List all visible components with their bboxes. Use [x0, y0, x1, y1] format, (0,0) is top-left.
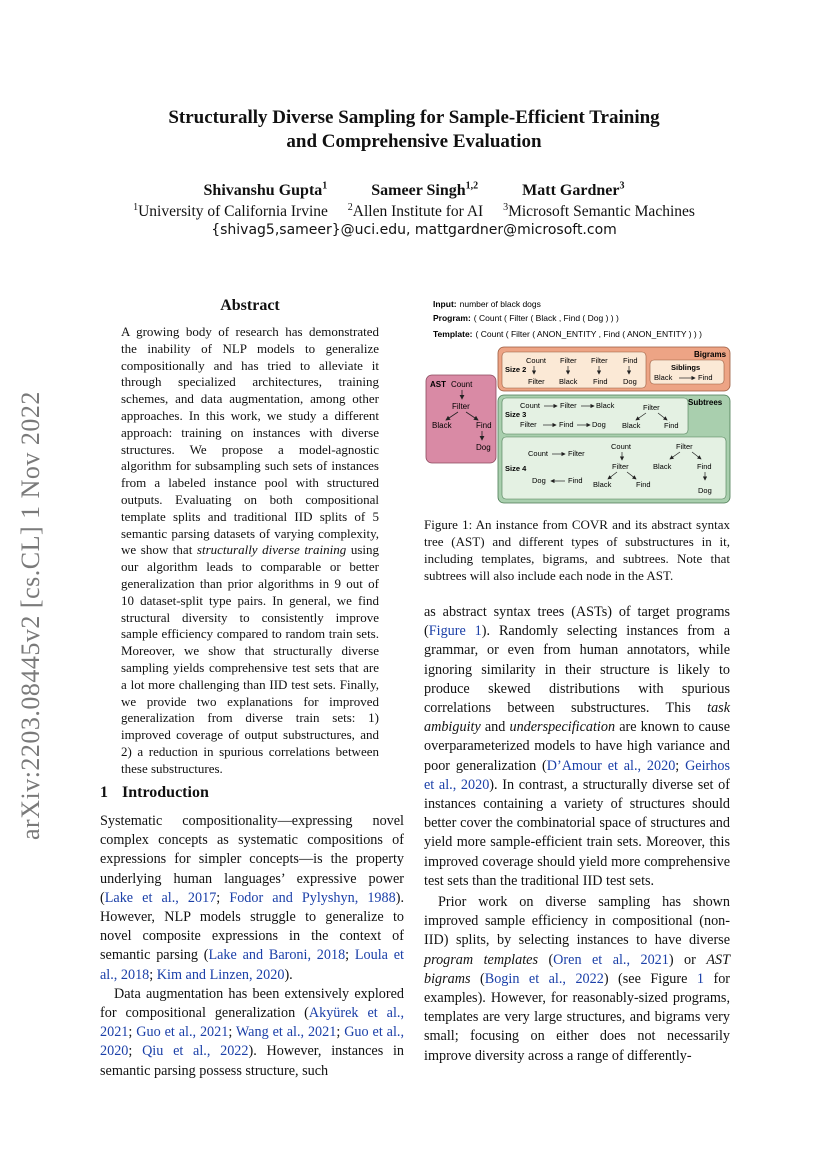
- section-title: Introduction: [122, 784, 209, 801]
- text-run: ;: [216, 889, 230, 906]
- citation-link[interactable]: Akyürek et al., 2021: [100, 1005, 404, 1041]
- affiliation-name: University of California Irvine: [138, 203, 328, 221]
- title-line-2: and Comprehensive Evaluation: [286, 131, 542, 152]
- subtree-node: Filter: [520, 420, 537, 429]
- abstract-part: using our algorithm leads to comparable or better generalization than prior algorithms in 9 out of 10 dataset-split type pairs. In general, we find structural diversity to consistently improve sample efficiency compared to random train sets. Moreover, we show that structurally diverse sampling yields comprehensive test sets that are a lot more challenging than IID test sets. Finally, we provide two explanations for improved generalization from diverse train sets: 1) improved coverage of output substructures, and 2) a reduction in spurious correlations between these substructures.: [121, 542, 379, 776]
- subtree-node: Find: [664, 421, 679, 430]
- size2-label: Size 2: [505, 365, 527, 374]
- text-run: ;: [128, 1024, 137, 1041]
- text-run: ;: [128, 1043, 143, 1060]
- subtree-node: Filter: [560, 401, 577, 410]
- text-run: Systematic compositionality—expressing novel complex concepts as systematic compositions of expressions for simpler concepts—is the property underlying human languages’ expressive power (: [100, 813, 404, 906]
- citation-link[interactable]: Geirhos et al., 2020: [424, 757, 730, 793]
- text-run: ) (see Figure: [603, 970, 697, 987]
- text-run: ). However, instances in semantic parsing possess structure, such: [100, 1043, 404, 1079]
- paragraph: [100, 812, 404, 985]
- size4-label: Size 4: [505, 464, 527, 473]
- citation-link[interactable]: Guo et al., 2021: [136, 1024, 229, 1041]
- author-name: Shivanshu Gupta: [203, 182, 323, 200]
- text-run: ). Randomly selecting instances from a grammar, or even from human annotators, while ignoring similarity in their structure is likely to produce skewed distributions with spurious correlations between substructures. This: [424, 623, 730, 717]
- paragraph: [100, 985, 404, 1081]
- subtree-node: Count: [520, 401, 541, 410]
- arxiv-identifier: arXiv:2203.08445v2 [cs.CL] 1 Nov 2022: [16, 391, 45, 840]
- ast-node-filter: Filter: [452, 402, 470, 411]
- figure-input-label: Input:: [433, 299, 457, 309]
- text-run: ). In contrast, a structurally diverse set of instances containing a variety of structures should better cover the combinatorial space of structures and yield more sample-efficient train sets. Moreover, this improved coverage should yield more comprehensive test sets than the traditional IID test sets.: [424, 776, 730, 889]
- affiliation-name: Allen Institute for AI: [352, 203, 484, 221]
- subtrees-label: Subtrees: [688, 398, 723, 407]
- author-emails: {shivag5,sameer}@uci.edu, mattgardner@microsoft.com: [211, 222, 617, 238]
- citation-link[interactable]: Lake and Baroni, 2018: [208, 947, 346, 964]
- bigram-node: Filter: [528, 377, 545, 386]
- subtree-node: Filter: [643, 403, 660, 412]
- abstract-text: [121, 324, 379, 778]
- ast-node-dog: Dog: [476, 443, 491, 452]
- abstract-emphasis: structurally diverse training: [196, 542, 347, 558]
- right-column-text: [424, 603, 730, 1066]
- text-run: Data augmentation has been extensively explored for compositional generalization (: [100, 985, 404, 1022]
- citation-link[interactable]: Bogin et al., 2022: [484, 970, 604, 987]
- ast-node-find: Find: [476, 421, 492, 430]
- author: [522, 182, 624, 199]
- bigram-node: Filter: [591, 356, 608, 365]
- siblings-label: Siblings: [671, 363, 701, 372]
- subtree-node: Black: [596, 401, 615, 410]
- subtree-node: Black: [622, 421, 641, 430]
- abstract-part: A growing body of research has demonstrated the inability of NLP models to generalize compositionally and has tried to alleviate it through specialized architectures, training schemes, and data augmentation, among other approaches. In this work, we study a different approach: training on instances with diverse structures. We propose a model-agnostic algorithm for subsampling such sets of instances from a labeled instance pool with structured outputs. Evaluating on both compositional template splits and traditional IID splits of 5 semantic parsing datasets of varying complexity, we show that: [121, 324, 379, 558]
- affiliation-sup: 3: [503, 202, 509, 213]
- figure-program-text: ( Count ( Filter ( Black , Find ( Dog ) ) ): [473, 313, 619, 323]
- ast-label: AST: [430, 380, 446, 389]
- citation-link[interactable]: Loula et al., 2018: [100, 947, 404, 983]
- author: [204, 182, 328, 199]
- subtree-node: Find: [636, 480, 651, 489]
- affiliation: [348, 203, 483, 220]
- author-sup: 1,2: [465, 181, 479, 192]
- subtree-node: Count: [611, 442, 632, 451]
- citation-link[interactable]: Qiu et al., 2022: [142, 1043, 249, 1060]
- figure-input-text: number of black dogs: [459, 299, 541, 309]
- author-sup: 1: [322, 181, 328, 192]
- paragraph: [424, 603, 730, 891]
- citation-link[interactable]: D’Amour et al., 2020: [546, 757, 676, 774]
- text-run: ) or: [668, 951, 707, 968]
- text-run: are known to cause overparameterized models to have high variance and poor generalization (: [424, 719, 730, 774]
- author: [371, 182, 478, 199]
- text-run: as abstract syntax trees (ASTs) of target programs (: [424, 604, 730, 640]
- author-list: [100, 181, 728, 200]
- figure-reference-link[interactable]: Figure 1: [428, 623, 482, 640]
- text-run: (: [537, 951, 554, 968]
- figure-program-line: [433, 313, 619, 323]
- text-run: ;: [336, 1024, 345, 1041]
- text-run: ;: [149, 966, 157, 983]
- ast-node-count: Count: [451, 380, 473, 389]
- affiliation-name: Microsoft Semantic Machines: [508, 203, 695, 221]
- subtree-node: Filter: [612, 462, 629, 471]
- introduction-text: [100, 812, 404, 1081]
- subtree-node: Find: [559, 420, 574, 429]
- text-run: ;: [675, 757, 686, 774]
- affiliation-sup: 2: [347, 202, 353, 213]
- affiliation: [133, 203, 328, 220]
- size3-label: Size 3: [505, 410, 527, 419]
- sibling-node: Black: [654, 373, 673, 382]
- text-run: and: [480, 719, 510, 736]
- figure-reference-link[interactable]: 1: [696, 970, 704, 987]
- subtree-node: Black: [593, 480, 612, 489]
- subtree-node: Filter: [676, 442, 693, 451]
- affiliation-sup: 1: [133, 202, 139, 213]
- bigram-node: Filter: [560, 356, 577, 365]
- section-number: 1: [100, 784, 108, 801]
- figure-template-text: ( Count ( Filter ( ANON_ENTITY , Find ( ANON_ENTITY ) ) ): [475, 329, 702, 339]
- affiliation: [503, 203, 695, 220]
- citation-link[interactable]: Oren et al., 2021: [553, 951, 669, 968]
- text-run: ). However, NLP models struggle to generalize to novel composite expressions in the context of semantic parsing (: [100, 889, 404, 964]
- citation-link[interactable]: Fodor and Pylyshyn, 1988: [229, 889, 396, 906]
- emphasis: program templates: [424, 951, 538, 968]
- bigram-node: Black: [559, 377, 578, 386]
- bigram-node: Count: [526, 356, 547, 365]
- subtree-node: Count: [528, 449, 549, 458]
- figure-input-line: [433, 299, 541, 309]
- section-heading-introduction: [100, 784, 209, 802]
- subtree-node: Dog: [532, 476, 546, 485]
- title-line-1: Structurally Diverse Sampling for Sample-Efficient Training: [168, 107, 660, 128]
- bigrams-label: Bigrams: [694, 350, 727, 359]
- paper-title: [100, 106, 728, 154]
- text-run: ).: [284, 966, 293, 983]
- author-name: Matt Gardner: [522, 182, 620, 200]
- bigram-node: Dog: [623, 377, 637, 386]
- figure-template-line: [433, 329, 702, 339]
- subtree-node: Filter: [568, 449, 585, 458]
- sibling-node: Find: [698, 373, 713, 382]
- text-run: Prior work on diverse sampling has shown improved sample efficiency in compositional (non-IID) splits, by selecting instances to have diverse: [424, 894, 730, 949]
- emphasis: underspecification: [509, 719, 616, 736]
- affiliation-list: [80, 202, 748, 221]
- subtree-node: Dog: [698, 486, 712, 495]
- bigram-node: Find: [593, 377, 608, 386]
- emphasis: task ambiguity: [424, 700, 730, 736]
- figure-1-ast-diagram: [424, 297, 734, 507]
- text-run: for examples). However, for reasonably-sized programs, templates are very large structures, and bigrams very small; focusing on either does not necessarily improve diversity across a range of differently-: [424, 970, 731, 1064]
- citation-link[interactable]: Guo et al., 2020: [100, 1024, 404, 1060]
- citation-link[interactable]: Wang et al., 2021: [235, 1024, 337, 1041]
- figure-program-label: Program:: [433, 313, 471, 323]
- subtree-node: Find: [697, 462, 712, 471]
- subtree-node: Find: [568, 476, 583, 485]
- figure-template-label: Template:: [433, 329, 473, 339]
- bigram-node: Find: [623, 356, 638, 365]
- subtree-node: Dog: [592, 420, 606, 429]
- text-run: (: [470, 970, 485, 987]
- citation-link[interactable]: Kim and Linzen, 2020: [156, 966, 285, 983]
- paragraph: [424, 893, 730, 1066]
- text-run: ;: [228, 1024, 236, 1041]
- citation-link[interactable]: Lake et al., 2017: [104, 889, 217, 906]
- ast-node-black: Black: [432, 421, 452, 430]
- abstract-heading: Abstract: [220, 297, 280, 314]
- author-name: Sameer Singh: [371, 182, 466, 200]
- figure-1-caption: Figure 1: An instance from COVR and its abstract syntax tree (AST) and different types of substructures in it, including templates, bigrams, and subtrees. Note that subtrees will also include each node in the AST.: [424, 517, 730, 583]
- emphasis: AST bigrams: [424, 951, 730, 987]
- subtree-node: Black: [653, 462, 672, 471]
- author-sup: 3: [619, 181, 625, 192]
- text-run: ;: [345, 947, 355, 964]
